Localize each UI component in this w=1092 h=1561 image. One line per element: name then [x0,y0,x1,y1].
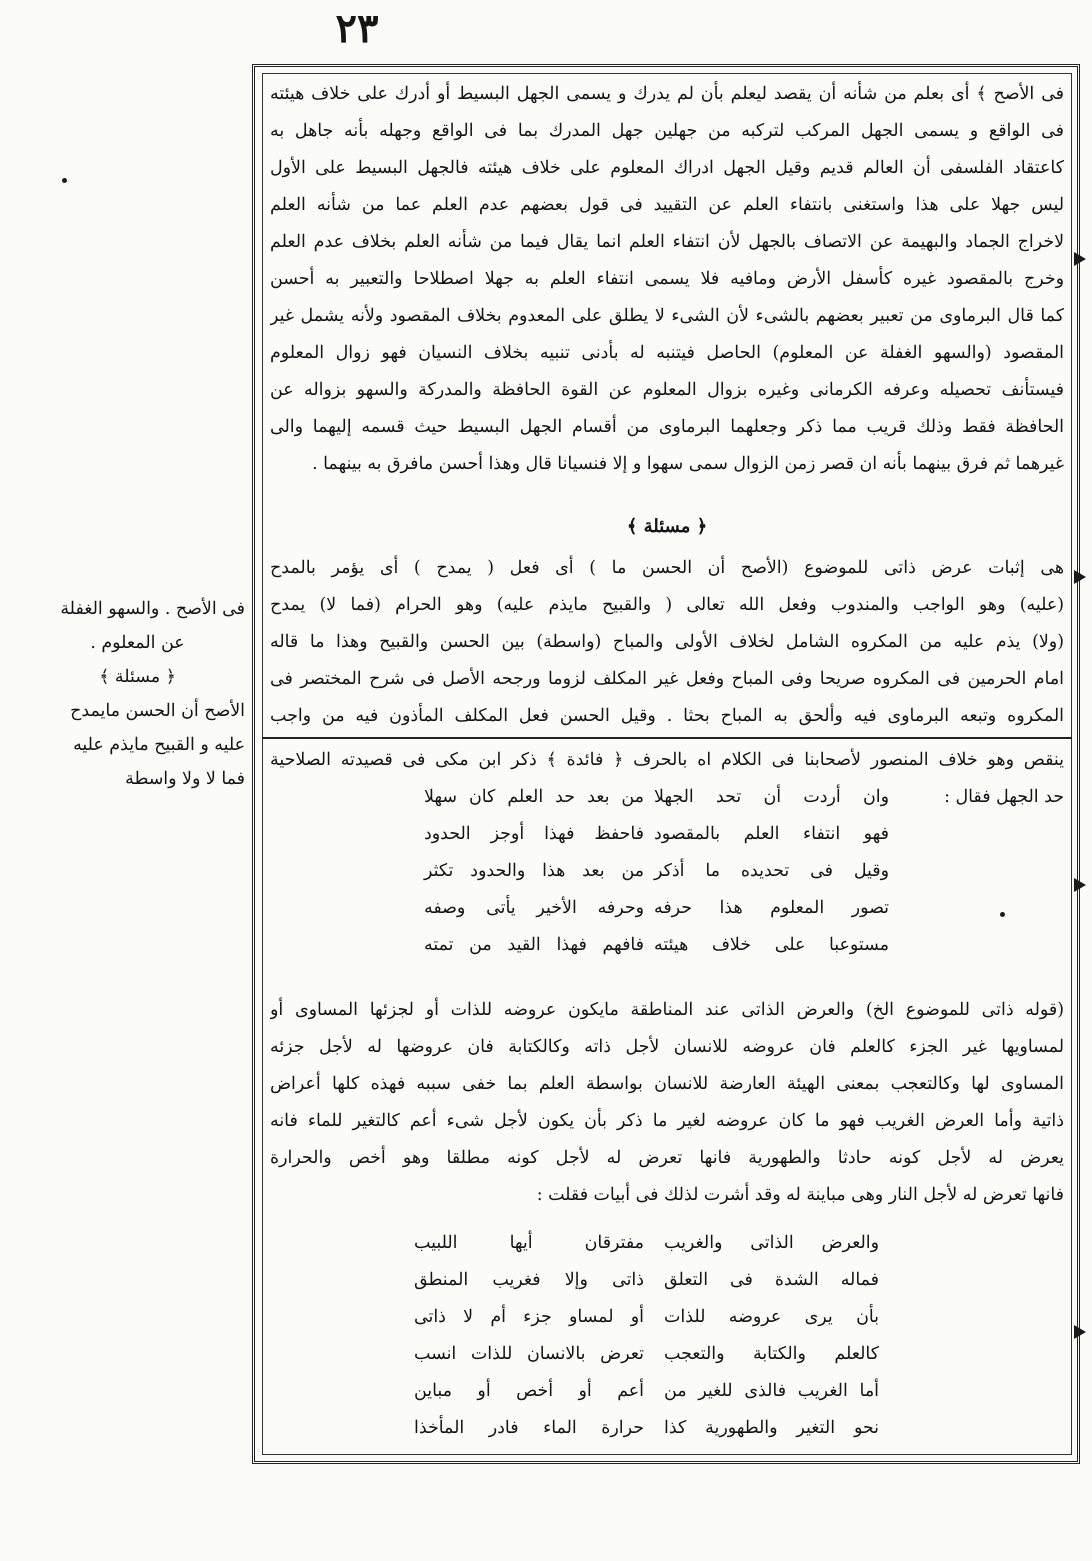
text-line: (عليه) وهو الواجب والمندوب وفعل الله تعالى ( والقبيح مايذم عليه) وهو الحرام (فما لا) يمدح [270,595,1064,615]
verse-second-hemistich: وحرفه الأخير يأتى وصفه [424,898,644,918]
text-line: ينقص وهو خلاف المنصور لأصحابنا فى الكلام اه بالحرف ﴿ فائدة ﴾ ذكر ابن مكى فى قصيدته الصلاحية [270,750,1064,770]
poem-verse [270,890,1064,927]
verse-second-hemistich: أو لمساو جزء أم لا ذاتى [414,1307,644,1327]
text-line: المكروه وتبعه البرماوى فيه وألحق به المباح بحثا . وقيل الحسن فعل المكلف المأذون فيه من واجب [270,706,1064,726]
text-line: الحافظة فقط وذلك قريب مما ذكر وجعلهما البرماوى من أقسام الجهل البسيط حيث قسمه إليهما والى [270,417,1064,437]
verse-second-hemistich: مفترقان أيها اللبيب [414,1233,644,1253]
verse-second-hemistich: من بعد حد العلم كان سهلا [424,787,644,807]
text-line: كاعتقاد الفلسفى أن العالم قديم وقيل الجهل ادراك المعلوم على خلاف هيئته فالجهل البسيط على الأول [270,158,1064,178]
text-line: (قوله ذاتى للموضوع الخ) والعرض الذاتى عند المناطقة مايكون عروضه للذات أو لجزئها المساوى أو [270,1000,1064,1020]
poem-verse [270,816,1064,853]
page-number: ٢٣ [335,5,379,52]
text-line: فيستأنف تحصيله وعرفه الكرمانى وغيره بزوال المعلوم عن القوة الحافظة والمدركة والسهو بزواله عن [270,380,1064,400]
verse-first-hemistich: والعرض الذاتى والغريب [664,1233,879,1253]
verse-second-hemistich: أعم أو أخص أو مباين [414,1381,644,1401]
commentary-block-2 [270,992,1064,1214]
margin-arrow-mark [1074,252,1086,266]
poem-verse [270,1299,1064,1336]
poem-verse [270,1373,1064,1410]
text-line: وخرج بالمقصود غيره كأسفل الأرض ومافيه فلا يسمى انتفاء العلم به جهلا اصطلاحا والتعبير به أحسن [270,269,1064,289]
text-line: غيرهما ثم فرق بينهما بأنه ان قصر زمن الزوال سمى سهوا و إلا فنسيانا قال وهذا أحسن مافرق به بينهما . [312,454,1064,474]
text-line: يعرض له لأجل كونه حادثا والطهورية فانها تعرض له لأجل كونه مطلقا وهو أخص والحرارة [270,1148,1064,1168]
text-line: كما قال البرماوى من تعبير بعضهم بالشىء لأن الشىء لا يطلق على المعدوم بخلاف المقصود ولأنه يشمل غير [270,306,1064,326]
verse-first-hemistich: فماله الشدة فى التعلق [664,1270,879,1290]
verse-second-hemistich: تعرض بالانسان للذات انسب [414,1344,644,1364]
text-line: لمساويها غير الجزء كالعلم فان عروضه للانسان لأجل ذاته وكالكتابة فان عروضها له لأجل جزئه [270,1037,1064,1057]
main-text-block-1 [270,76,1064,483]
margin-arrow-mark [1074,570,1086,584]
poem-block-2 [270,1225,1064,1447]
text-line: فانها تعرض له لأجل النار وهى مباينة له وقد أشرت لذلك فى أبيات فقلت : [536,1185,1064,1205]
poem-verse [270,853,1064,890]
poem-verse [270,1410,1064,1447]
text-line: (ولا) يذم عليه من المكروه الشامل لخلاف الأولى والمباح (واسطة) بين الحسن والقبيح وهذا ما قاله [270,632,1064,652]
verse-first-hemistich: كالعلم والكتابة والتعجب [664,1344,879,1364]
section-heading-masala: ﴿ مسئلة ﴾ [626,516,708,537]
verse-first-hemistich: فهو انتفاء العلم بالمقصود [654,824,889,844]
margin-arrow-mark [1074,878,1086,892]
poem-verse [270,1336,1064,1373]
text-line: فى الأصح ﴾ أى بعلم من شأنه أن يقصد ليعلم بأن لم يدرك و يسمى الجهل البسيط أو أدرك على خلاف هيئته [270,84,1064,104]
ink-dot [62,178,67,183]
margin-heading: ﴿ مسئلة ﴾ [99,667,176,687]
margin-line: فما لا ولا واسطة [125,769,245,789]
poem-verse [270,779,1064,816]
poem-verse [270,927,1064,964]
text-line: ليس جهلا على هذا واستغنى بانتفاء العلم عن التقييد فى قول بعضهم عدم العلم عما من شأنه العلم [270,195,1064,215]
poem-block-1 [270,779,1064,964]
verse-second-hemistich: حرارة الماء فادر المأخذا [414,1418,644,1438]
margin-arrow-mark [1074,1325,1086,1339]
verse-first-hemistich: أما الغريب فالذى للغير من [664,1381,879,1401]
verse-first-hemistich: مستوعبا على خلاف هيئته [654,935,889,955]
text-line: المساوى لها وكالتعجب بمعنى الهيئة العارضة للانسان بواسطة العلم بما خفى سببه فهذه كلها أعراض [270,1074,1064,1094]
text-line: امام الحرمين فى المكروه صريحا وفى المباح وفعل غير المكلف لزوما ورجحه الأصل فى شرح المختصر فى [270,669,1064,689]
margin-line: عن المعلوم . [90,633,185,653]
verse-second-hemistich: من بعد هذا والحدود تكثر [424,861,644,881]
verse-first-hemistich: وان أردت أن تحد الجهلا [654,787,889,807]
verse-first-hemistich: وقيل فى تحديده ما أذكر [654,861,889,881]
text-line: لاخراج الجماد والبهيمة عن الاتصاف بالجهل لأن انتفاء العلم انما يقال فيما من شأنه العلم بخلاف عدم العلم [270,232,1064,252]
text-line: حد الجهل فقال : [944,787,1064,807]
margin-line: الأصح أن الحسن مايمدح [70,701,245,721]
verse-first-hemistich: تصور المعلوم هذا حرفه [654,898,889,918]
ink-dot [1000,912,1005,917]
verse-second-hemistich: فافهم فهذا القيد من تمته [424,935,644,955]
margin-line: فى الأصح . والسهو الغفلة [60,599,245,619]
verse-first-hemistich: بأن يرى عروضه للذات [664,1307,879,1327]
verse-second-hemistich: فاحفظ فهذا أوجز الحدود [424,824,644,844]
verse-first-hemistich: نحو التغير والطهورية كذا [664,1418,879,1438]
margin-line: عليه و القبيح مايذم عليه [73,735,245,755]
text-line: ذاتية وأما العرض الغريب فهو ما كان عروضه لغير ما ذكر بأن يكون لأجل شىء أعم كالتغير للماء فانه [270,1111,1064,1131]
section-divider [262,737,1072,739]
margin-note [30,592,245,796]
poem-verse [270,1225,1064,1262]
text-line: هى إثبات عرض ذاتى للموضوع (الأصح أن الحسن ما ) أى فعل ( يمدح ) أى يؤمر بالمدح [270,558,1064,578]
verse-second-hemistich: ذاتى وإلا فغريب المنطق [414,1270,644,1290]
text-line: فى الواقع و يسمى الجهل المركب لتركبه من جهلين جهل المدرك بما فى الواقع وجهله بأنه جاهل به [270,121,1064,141]
poem-verse [270,1262,1064,1299]
main-text-block-2 [270,550,1064,735]
text-line: المقصود (والسهو الغفلة عن المعلوم) الحاصل فيتنبه له بأدنى تنبيه بخلاف النسيان فهو زوال المعلوم [270,343,1064,363]
